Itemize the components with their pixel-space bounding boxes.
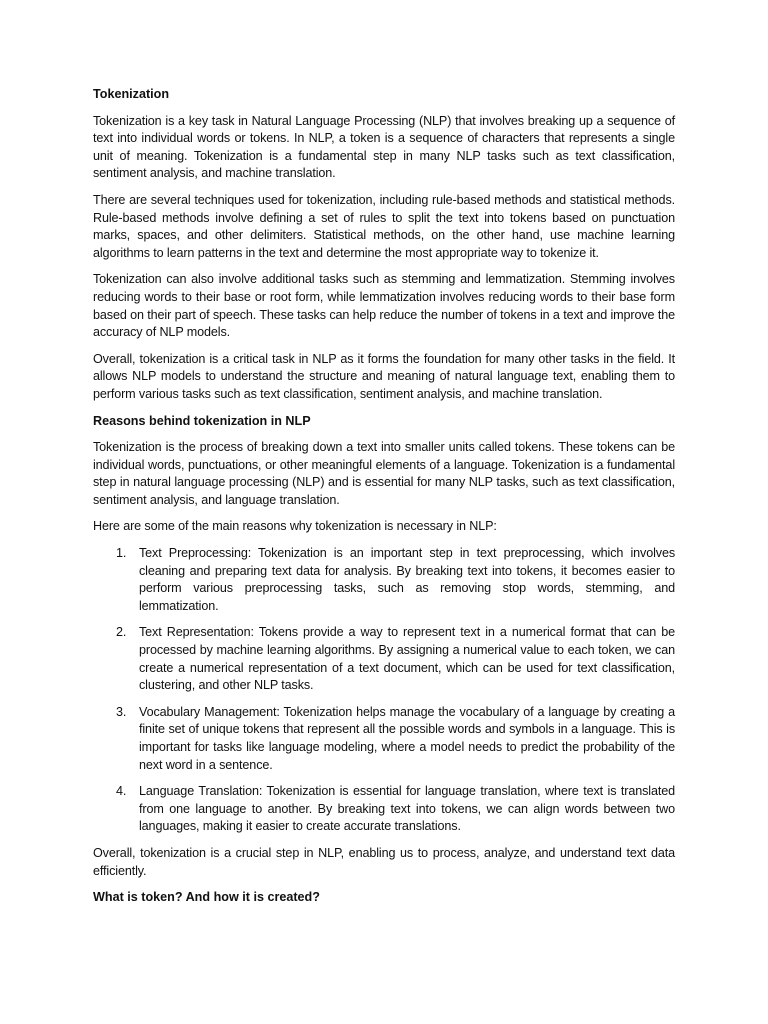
list-item-text: Text Representation: Tokens provide a way to represent text in a numerical format that can be processed by machine learning algorithms. By assigning a numerical value to each token, we can create a numerical representation of a text document, which can be used for text classification, clustering, and other NLP tasks. [139,625,675,693]
paragraph-stemming: Tokenization can also involve additional tasks such as stemming and lemmatization. Stemming involves reducing words to their base or root form, while lemmatization involves reducing words to their base form based on their part of speech. These tasks can help reduce the number of tokens in a text and improve the accuracy of NLP models. [93,272,675,340]
section-heading-reasons: Reasons behind tokenization in NLP [93,413,311,428]
list-item-text: Language Translation: Tokenization is essential for language translation, where text is translated from one language to another. By breaking text into tokens, we can align words between two languages, making it easier to create accurate translations. [139,784,675,834]
list-item [93,545,675,615]
list-item [93,704,675,774]
list-item-number: 4. [116,784,127,799]
list-item-text: Text Preprocessing: Tokenization is an important step in text preprocessing, which involves cleaning and preparing text data for analysis. By breaking text into tokens, it becomes easier to perform various preprocessing tasks, such as removing stop words, stemming, and lemmatization. [139,546,675,613]
paragraph-overall-1: Overall, tokenization is a critical task in NLP as it forms the foundation for many other tasks in the field. It allows NLP models to understand the structure and meaning of natural language text, enabling them to perform various tasks such as text classification, sentiment analysis, and machine translation. [93,351,675,401]
paragraph-techniques: There are several techniques used for tokenization, including rule-based methods and statistical methods. Rule-based methods involve defining a set of rules to split the text into tokens based on punctuation marks, spaces, and other delimiters. Statistical methods, on the other hand, use machine learning algorithms to learn patterns in the text and determine the most appropriate way to tokenize it. [93,192,675,260]
list-item [93,783,675,836]
paragraph-intro: Tokenization is a key task in Natural Language Processing (NLP) that involves breaking up a sequence of text into individual words or tokens. In NLP, a token is a sequence of characters that represents a single unit of meaning. Tokenization is a fundamental step in many NLP tasks such as text classification, sentiment analysis, and machine translation. [93,113,675,181]
list-item-text: Vocabulary Management: Tokenization helps manage the vocabulary of a language by creating a finite set of unique tokens that represent all the possible words and symbols in a language. This is important for tasks like language modeling, where a model needs to predict the probability of the next word in a sentence. [139,704,675,772]
paragraph-overall-2: Overall, tokenization is a crucial step in NLP, enabling us to process, analyze, and understand text data efficiently. [93,845,675,878]
section-heading-what-is-token: What is token? And how it is created? [93,890,320,905]
list-item-number: 3. [116,704,127,719]
reasons-list [93,545,675,836]
section-heading-tokenization: Tokenization [93,87,170,101]
list-item-number: 1. [116,546,127,561]
list-item [93,624,675,694]
paragraph-definition: Tokenization is the process of breaking down a text into smaller units called tokens. These tokens can be individual words, punctuations, or other meaningful elements of a language. Tokenization is a fundamental step in natural language processing (NLP) and is essential for many NLP tasks, such as text classification, sentiment analysis, and language translation. [93,440,675,507]
paragraph-reasons-intro: Here are some of the main reasons why tokenization is necessary in NLP: [93,519,497,534]
list-item-number: 2. [116,625,127,640]
